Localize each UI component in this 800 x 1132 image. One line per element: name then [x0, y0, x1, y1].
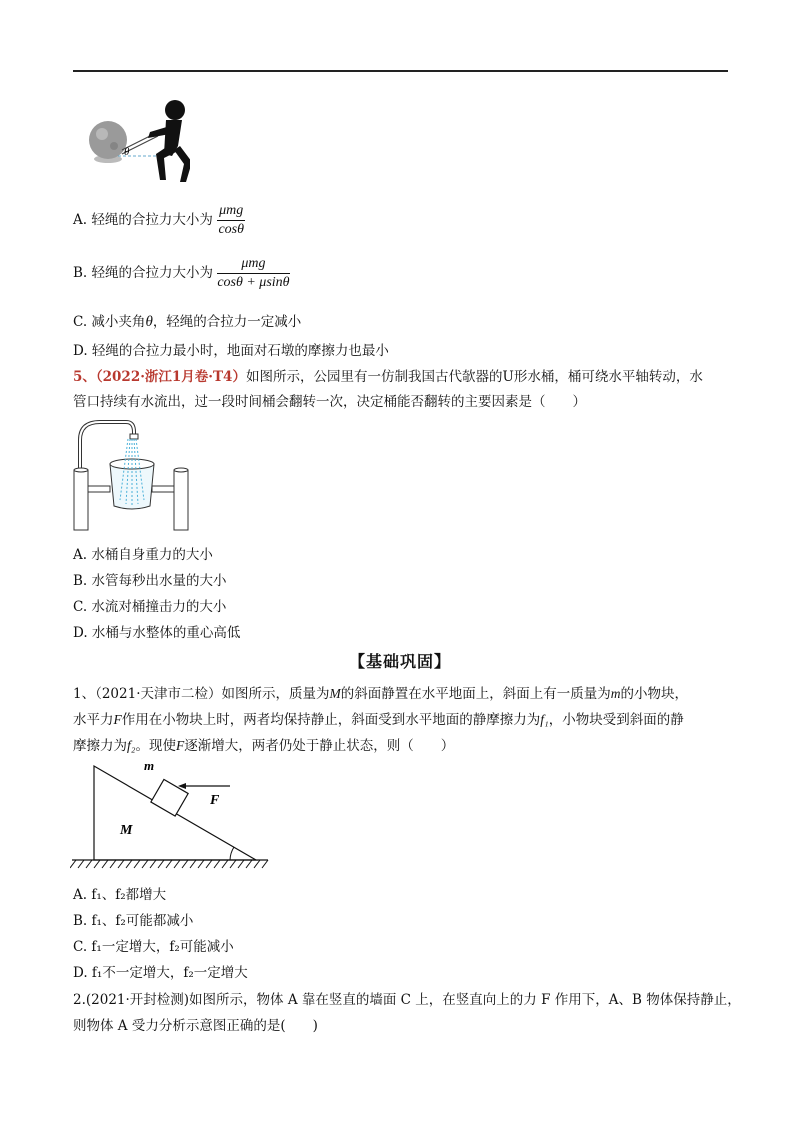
water-bucket-figure	[68, 414, 196, 532]
option-d-q1[interactable]: D. f₁不一定增大，f₂一定增大	[73, 965, 248, 981]
q1-text: 作用在小物块上时，两者均保持静止，斜面受到水平地面的静摩擦力为	[121, 712, 541, 728]
var-f2: f₂	[127, 738, 136, 753]
q1-text: ，小物块受到斜面的静	[548, 712, 684, 728]
var-m: m	[610, 686, 621, 701]
q1-text: 。现使	[135, 738, 176, 754]
block-mass-label: m	[144, 760, 155, 773]
option-a-q5[interactable]: A. 水桶自身重力的大小	[73, 547, 213, 563]
question-1-line-2	[73, 708, 684, 728]
q1-text: 1、（2021·天津市二检）如图所示，质量为	[73, 686, 330, 702]
var-M: M	[329, 686, 341, 701]
option-c-text-1: C. 减小夹角	[73, 314, 146, 330]
option-c-q4[interactable]	[73, 310, 301, 331]
option-b-q1[interactable]: B. f₁、f₂可能都减小	[73, 913, 194, 929]
question-5-text-1: 如图所示，公园里有一仿制我国古代欹器的U形水桶，桶可绕水平轴转动，水	[245, 369, 703, 385]
force-label: F	[210, 793, 220, 808]
option-c-q1[interactable]: C. f₁一定增大，f₂可能减小	[73, 939, 234, 955]
section-heading: 【基础巩固】	[348, 652, 451, 671]
man-pulling-stone-figure	[80, 96, 190, 188]
option-b-q4[interactable]	[73, 256, 290, 291]
question-2-line-1: 2.(2021·开封检测)如图所示，物体 A 靠在竖直的墙面 C 上，在竖直向上的力 F 作用下，A、B 物体保持静止，	[73, 992, 741, 1008]
question-2-line-2: 则物体 A 受力分析示意图正确的是( )	[73, 1018, 318, 1034]
option-a-fraction	[217, 203, 245, 238]
option-d-q5[interactable]: D. 水桶与水整体的重心高低	[73, 625, 241, 641]
q1-text: 水平力	[73, 712, 114, 728]
option-a-q1[interactable]: A. f₁、f₂都增大	[73, 887, 167, 903]
incline-mass-label: M	[120, 823, 133, 838]
fraction-numerator: μmg	[217, 203, 245, 221]
option-b-text: B. 轻绳的合拉力大小为	[73, 265, 214, 281]
option-c-q5[interactable]: C. 水流对桶撞击力的大小	[73, 599, 227, 615]
fraction-denominator: cosθ + μsinθ	[217, 275, 290, 290]
fraction-denominator: cosθ	[218, 222, 244, 237]
var-F: F	[175, 738, 185, 753]
var-f1: f₁	[540, 712, 549, 727]
question-1-line-3	[73, 734, 454, 754]
option-b-q5[interactable]: B. 水管每秒出水量的大小	[73, 573, 227, 589]
var-F: F	[113, 712, 122, 727]
option-c-text-2: ，轻绳的合拉力一定减小	[152, 314, 302, 330]
q1-text: 的斜面静置在水平地面上，斜面上有一质量为	[340, 686, 611, 702]
incline-figure	[70, 760, 270, 872]
q1-text: 逐渐增大，两者仍处于静止状态，则（ ）	[184, 738, 455, 754]
q1-text: 的小物块，	[620, 686, 688, 702]
q1-text: 摩擦力为	[73, 738, 127, 754]
theta-symbol: θ	[145, 314, 153, 330]
question-5-label: 5、（2022·浙江1月卷·T4）	[73, 369, 246, 385]
option-d-q4[interactable]: D. 轻绳的合拉力最小时，地面对石墩的摩擦力也最小	[73, 343, 389, 359]
fraction-numerator: μmg	[217, 256, 289, 274]
option-b-fraction	[217, 256, 289, 291]
header-rule	[73, 70, 728, 72]
question-1-line-1	[73, 682, 688, 702]
question-5-line-1	[73, 365, 703, 385]
option-a-text: A. 轻绳的合拉力大小为	[73, 212, 213, 228]
theta-label: θ	[124, 146, 130, 158]
option-a-q4[interactable]	[73, 203, 245, 238]
question-5-line-2: 管口持续有水流出，过一段时间桶会翻转一次，决定桶能否翻转的主要因素是（ ）	[73, 394, 586, 410]
